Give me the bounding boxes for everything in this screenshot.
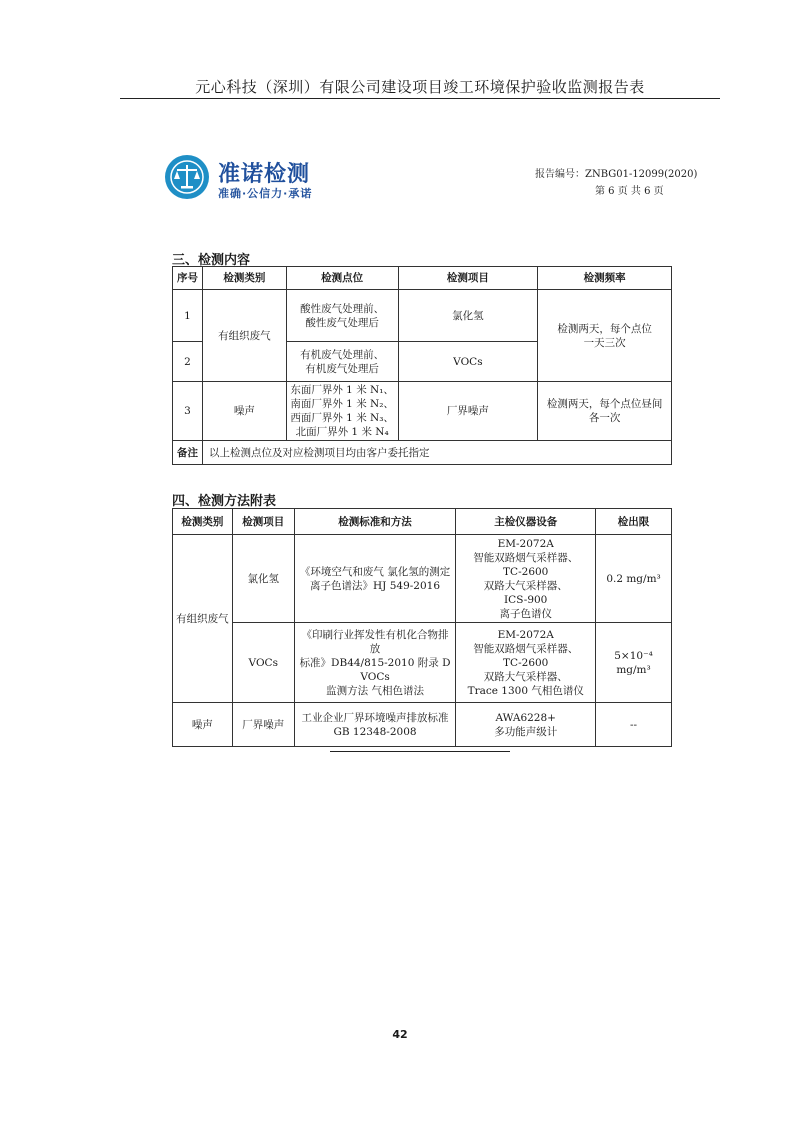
detection-content-table bbox=[172, 266, 672, 465]
th-equipment: 主检仪器设备 bbox=[456, 509, 596, 535]
vocs-equipment: EM-2072A 智能双路烟气采样器、 TC-2600 双路大气采样器、 Trace 1300 气相色谱仪 bbox=[456, 623, 596, 703]
section4-title: 四、检测方法附表 bbox=[172, 494, 277, 509]
th-limit: 检出限 bbox=[596, 509, 672, 535]
note-row bbox=[173, 441, 672, 465]
table-row bbox=[173, 703, 672, 747]
method-table bbox=[172, 508, 672, 747]
noise-item: 厂界噪声 bbox=[232, 703, 294, 747]
row3-point: 东面厂界外 1 米 N₁、 南面厂界外 1 米 N₂、 西面厂界外 1 米 N₃、 北面厂界外 1 米 N₄ bbox=[286, 382, 398, 441]
scales-emblem-icon bbox=[163, 153, 211, 201]
table-row bbox=[173, 382, 672, 441]
th-method: 检测标准和方法 bbox=[294, 509, 456, 535]
vocs-item: VOCs bbox=[232, 623, 294, 703]
note-text: 以上检测点位及对应检测项目均由客户委托指定 bbox=[202, 441, 671, 465]
th-category: 检测类别 bbox=[173, 509, 233, 535]
hcl-item: 氯化氢 bbox=[232, 535, 294, 623]
row1-no: 1 bbox=[173, 290, 203, 342]
section3-title: 三、检测内容 bbox=[172, 253, 251, 268]
end-rule bbox=[330, 751, 510, 752]
group1-frequency: 检测两天，每个点位 一天三次 bbox=[538, 290, 672, 382]
table-row bbox=[173, 535, 672, 623]
row2-point: 有机废气处理前、 有机废气处理后 bbox=[286, 342, 398, 382]
row2-item: VOCs bbox=[398, 342, 538, 382]
th-item: 检测项目 bbox=[232, 509, 294, 535]
hcl-limit: 0.2 mg/m³ bbox=[596, 535, 672, 623]
report-info bbox=[535, 166, 697, 200]
th-category: 检测类别 bbox=[202, 267, 286, 290]
noise-equipment: AWA6228+ 多功能声级计 bbox=[456, 703, 596, 747]
th-no: 序号 bbox=[173, 267, 203, 290]
th-item: 检测项目 bbox=[398, 267, 538, 290]
page-number: 42 bbox=[392, 1028, 408, 1041]
header-rule bbox=[120, 98, 720, 99]
row2-no: 2 bbox=[173, 342, 203, 382]
group1-category: 有组织废气 bbox=[202, 290, 286, 382]
report-number: 报告编号：ZNBG01-12099(2020) bbox=[535, 169, 698, 180]
vocs-limit: 5×10⁻⁴ mg/m³ bbox=[596, 623, 672, 703]
gas-category: 有组织废气 bbox=[173, 535, 233, 703]
vocs-method: 《印刷行业挥发性有机化合物排放 标准》DB44/815-2010 附录 D VOCs 监测方法 气相色谱法 bbox=[294, 623, 456, 703]
row3-no: 3 bbox=[173, 382, 203, 441]
noise-method: 工业企业厂界环境噪声排放标准 GB 12348-2008 bbox=[294, 703, 456, 747]
logo-name: 准诺检测 bbox=[218, 162, 311, 187]
row1-point: 酸性废气处理前、 酸性废气处理后 bbox=[286, 290, 398, 342]
hcl-method: 《环境空气和废气 氯化氢的测定 离子色谱法》HJ 549-2016 bbox=[294, 535, 456, 623]
logo-slogan: 准确·公信力·承诺 bbox=[218, 187, 313, 200]
report-page: 第 6 页 共 6 页 bbox=[595, 186, 664, 197]
row3-item: 厂界噪声 bbox=[398, 382, 538, 441]
hcl-equipment: EM-2072A 智能双路烟气采样器、 TC-2600 双路大气采样器、 ICS-900 离子色谱仪 bbox=[456, 535, 596, 623]
table-row bbox=[173, 290, 672, 342]
row3-frequency: 检测两天，每个点位昼间 各一次 bbox=[538, 382, 672, 441]
th-point: 检测点位 bbox=[286, 267, 398, 290]
company-logo bbox=[163, 153, 343, 203]
th-frequency: 检测频率 bbox=[538, 267, 672, 290]
table-row bbox=[173, 623, 672, 703]
row3-category: 噪声 bbox=[202, 382, 286, 441]
row1-item: 氯化氢 bbox=[398, 290, 538, 342]
noise-limit: -- bbox=[596, 703, 672, 747]
page-header-title: 元心科技（深圳）有限公司建设项目竣工环境保护验收监测报告表 bbox=[195, 78, 645, 96]
note-label: 备注 bbox=[173, 441, 203, 465]
noise-category: 噪声 bbox=[173, 703, 233, 747]
